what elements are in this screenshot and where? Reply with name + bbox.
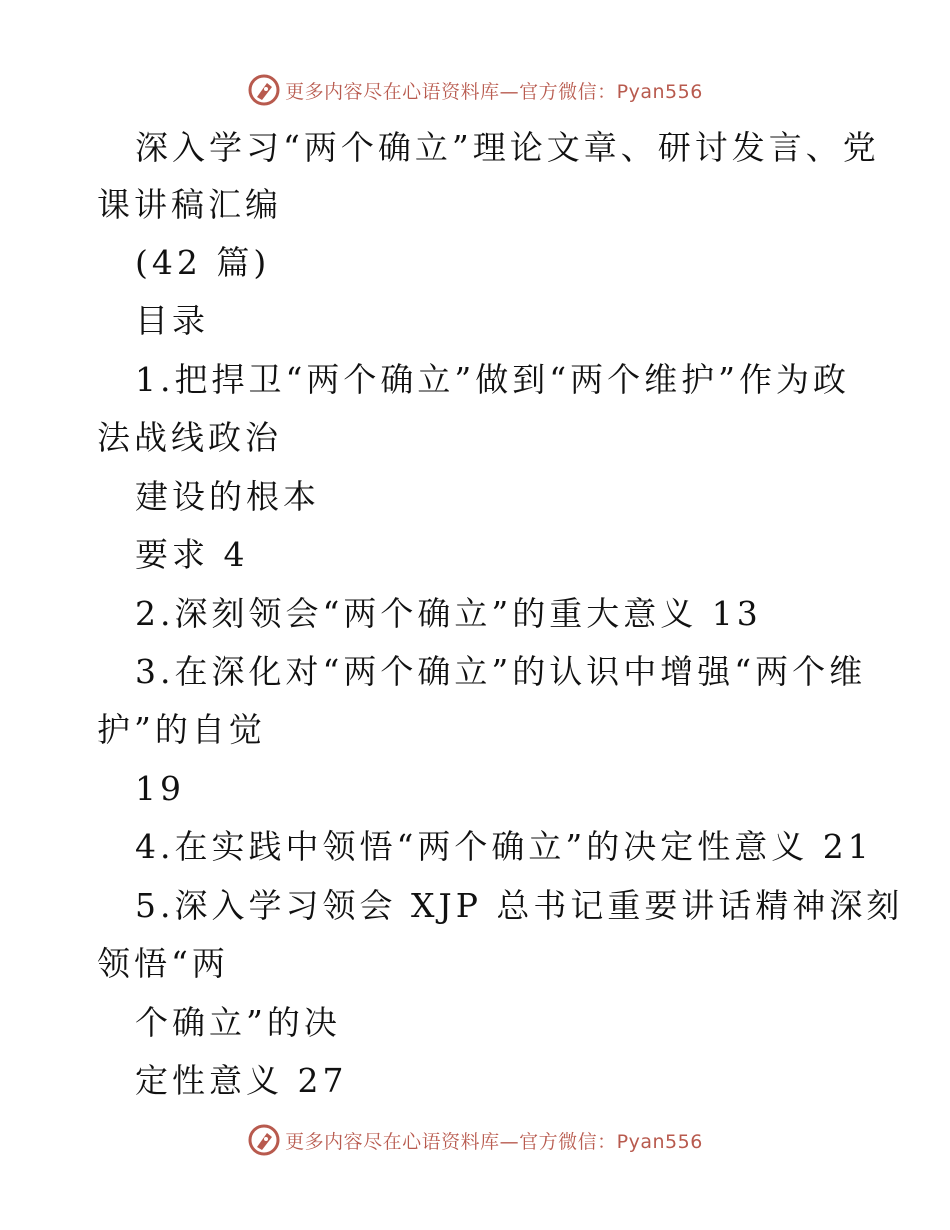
toc-item-5-line-4: 定性意义 27	[135, 1061, 348, 1100]
toc-heading: 目录	[135, 301, 209, 340]
toc-item-1-line-4: 要求 4	[135, 535, 249, 574]
toc-item-3-page: 19	[135, 769, 185, 808]
toc-item-4: 4.在实践中领悟“两个确立”的决定性意义 21	[135, 827, 873, 866]
toc-item-1-line-1: 1.把捍卫“两个确立”做到“两个维护”作为政	[135, 360, 850, 399]
article-count: (42 篇)	[135, 243, 271, 282]
watermark-text: 更多内容尽在心语资料库—官方微信：Pyan556	[285, 1130, 703, 1153]
toc-item-3-line-2: 护”的自觉	[97, 710, 266, 749]
toc-item-2: 2.深刻领会“两个确立”的重大意义 13	[135, 594, 762, 633]
header-watermark	[0, 70, 950, 110]
toc-item-5-line-3: 个确立”的决	[135, 1003, 341, 1042]
watermark-text: 更多内容尽在心语资料库—官方微信：Pyan556	[285, 80, 703, 103]
pen-nib-seal-icon	[247, 73, 281, 107]
pen-nib-seal-icon	[247, 1123, 281, 1157]
toc-item-5-line-2: 领悟“两	[97, 944, 229, 983]
toc-item-1-line-2: 法战线政治	[97, 418, 282, 457]
toc-item-3-line-1: 3.在深化对“两个确立”的认识中增强“两个维	[135, 652, 867, 691]
title-line-2: 课讲稿汇编	[97, 185, 282, 224]
toc-item-5-line-1: 5.深入学习领会 XJP 总书记重要讲话精神深刻	[135, 886, 904, 925]
footer-watermark	[0, 1120, 950, 1160]
toc-item-1-line-3: 建设的根本	[135, 477, 320, 516]
title-line-1: 深入学习“两个确立”理论文章、研讨发言、党	[135, 128, 880, 167]
